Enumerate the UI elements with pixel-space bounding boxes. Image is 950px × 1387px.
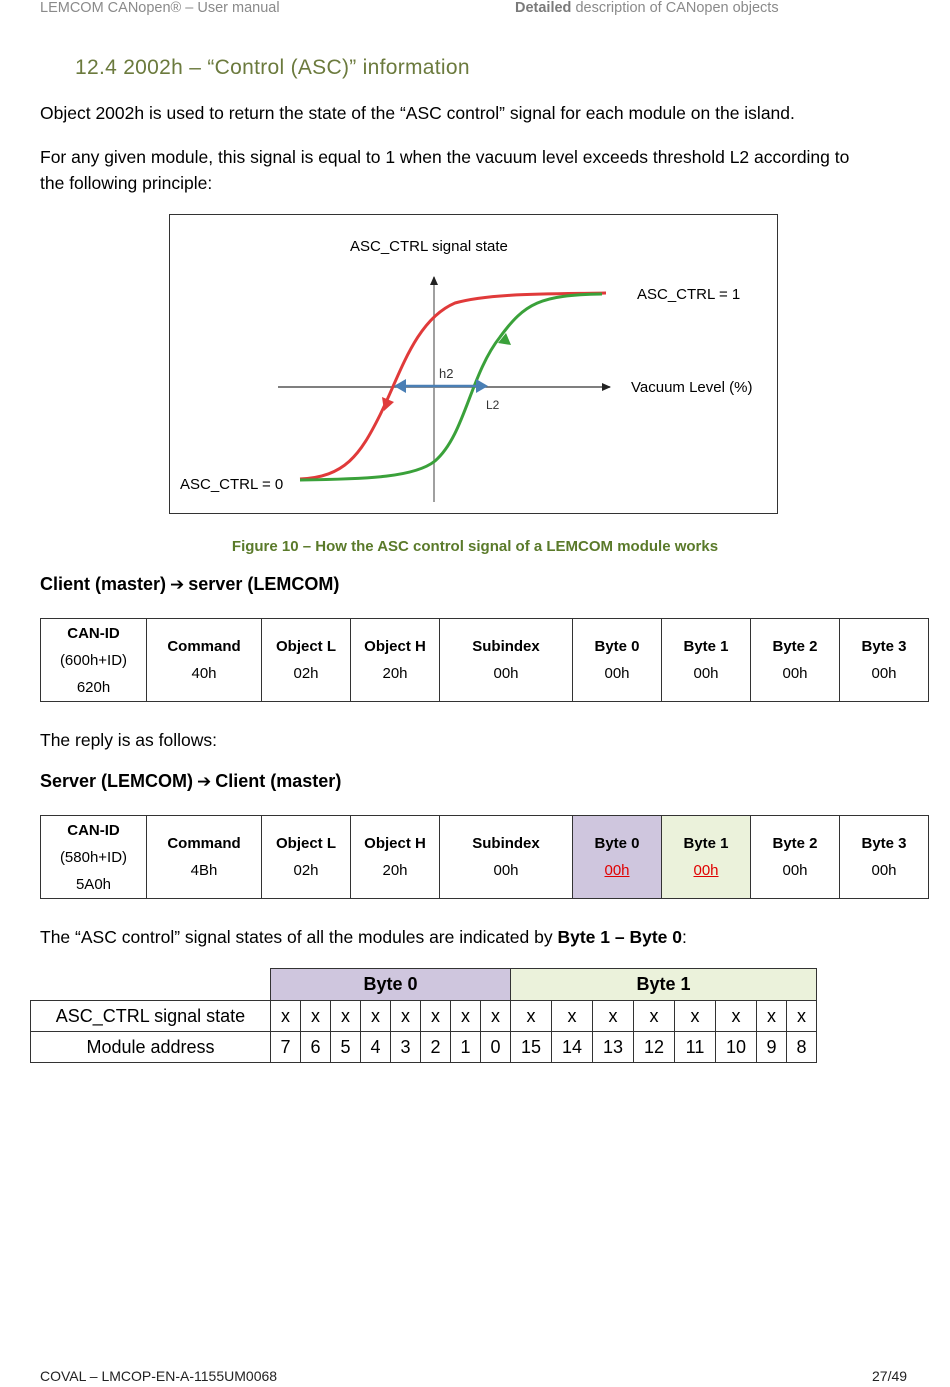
reply-byte2-cell bbox=[751, 816, 840, 899]
signal-state-cell: x bbox=[361, 1001, 391, 1032]
request-heading-right: server (LEMCOM) bbox=[188, 574, 340, 594]
request-byte1-cell bbox=[662, 619, 751, 702]
request-byte1-header: Byte 1 bbox=[683, 638, 729, 655]
bits-intro-post: : bbox=[682, 927, 687, 947]
signal-state-cell: x bbox=[675, 1001, 716, 1032]
reply-canid-cell bbox=[41, 816, 147, 899]
module-address-cell: 1 bbox=[451, 1032, 481, 1063]
signal-state-cell: x bbox=[593, 1001, 634, 1032]
figure-caption: Figure 10 – How the ASC control signal of a LEMCOM module works bbox=[231, 538, 719, 555]
signal-state-cell: x bbox=[787, 1001, 817, 1032]
request-objectl-header: Object L bbox=[275, 638, 336, 655]
request-subindex-header: Subindex bbox=[472, 638, 540, 655]
reply-heading bbox=[40, 771, 341, 792]
module-address-cell: 9 bbox=[757, 1032, 787, 1063]
request-byte0-header: Byte 0 bbox=[594, 638, 640, 655]
header-right-bold: Detailed bbox=[515, 0, 572, 16]
reply-command-cell bbox=[147, 816, 262, 899]
module-address-cell: 12 bbox=[634, 1032, 675, 1063]
hysteresis-figure bbox=[169, 214, 778, 514]
module-address-cell: 3 bbox=[391, 1032, 421, 1063]
signal-state-cell: x bbox=[634, 1001, 675, 1032]
reply-byte1-header: Byte 1 bbox=[683, 835, 729, 852]
request-byte3-value: 00h bbox=[871, 665, 897, 682]
reply-byte3-value: 00h bbox=[871, 862, 897, 879]
module-address-cell: 5 bbox=[331, 1032, 361, 1063]
reply-objectl-cell bbox=[262, 816, 351, 899]
signal-state-cell: x bbox=[421, 1001, 451, 1032]
request-canid-cell bbox=[41, 619, 147, 702]
hysteresis-diagram bbox=[170, 215, 776, 512]
reply-heading-left: Server (LEMCOM) bbox=[40, 771, 194, 791]
request-byte3-header: Byte 3 bbox=[861, 638, 907, 655]
request-byte2-cell bbox=[751, 619, 840, 702]
reply-byte0-value: 00h bbox=[604, 862, 630, 879]
reply-byte2-header: Byte 2 bbox=[772, 835, 818, 852]
l2-label: L2 bbox=[486, 398, 500, 412]
signal-state-cell: x bbox=[271, 1001, 301, 1032]
bits-intro-bold: Byte 1 – Byte 0 bbox=[557, 927, 682, 947]
vacuum-level-label: Vacuum Level (%) bbox=[631, 379, 753, 396]
signal-state-cell: x bbox=[451, 1001, 481, 1032]
request-objecth-value: 20h bbox=[382, 665, 408, 682]
request-objecth-header: Object H bbox=[364, 638, 426, 655]
request-frame-table bbox=[40, 618, 929, 702]
bits-intro-pre: The “ASC control” signal states of all the modules are indicated by bbox=[40, 927, 558, 947]
bits-byte1-header: Byte 1 bbox=[511, 969, 817, 1001]
asc-ctrl-zero-label: ASC_CTRL = 0 bbox=[180, 476, 284, 493]
module-address-cell: 7 bbox=[271, 1032, 301, 1063]
signal-state-cell: x bbox=[481, 1001, 511, 1032]
request-byte2-header: Byte 2 bbox=[772, 638, 818, 655]
reply-byte0-cell bbox=[573, 816, 662, 899]
module-address-cell: 13 bbox=[593, 1032, 634, 1063]
module-address-cell: 14 bbox=[552, 1032, 593, 1063]
reply-objecth-header: Object H bbox=[364, 835, 426, 852]
module-address-cell: 8 bbox=[787, 1032, 817, 1063]
reply-objectl-header: Object L bbox=[275, 835, 336, 852]
signal-state-cell: x bbox=[331, 1001, 361, 1032]
reply-subindex-header: Subindex bbox=[472, 835, 540, 852]
asc-ctrl-one-label: ASC_CTRL = 1 bbox=[637, 286, 741, 303]
request-objecth-cell bbox=[351, 619, 440, 702]
request-subindex-cell bbox=[440, 619, 573, 702]
signal-state-cell: x bbox=[552, 1001, 593, 1032]
arrow-icon: ➔ bbox=[170, 575, 185, 594]
reply-objectl-value: 02h bbox=[293, 862, 319, 879]
request-byte2-value: 00h bbox=[782, 665, 808, 682]
header-right-rest: description of CANopen objects bbox=[571, 0, 779, 16]
reply-subindex-value: 00h bbox=[493, 862, 519, 879]
request-byte1-value: 00h bbox=[693, 665, 719, 682]
reply-byte3-cell bbox=[840, 816, 929, 899]
reply-byte1-value: 00h bbox=[693, 862, 719, 879]
reply-canid-value: 5A0h bbox=[75, 875, 112, 893]
h2-arrow-right-head bbox=[476, 379, 488, 393]
module-address-cell: 6 bbox=[301, 1032, 331, 1063]
arrow-icon: ➔ bbox=[197, 772, 212, 791]
request-canid-value: 620h bbox=[76, 678, 111, 696]
request-heading bbox=[40, 574, 339, 595]
request-objectl-cell bbox=[262, 619, 351, 702]
reply-frame-table bbox=[40, 815, 929, 899]
footer-page-number: 27/49 bbox=[872, 1368, 908, 1384]
signal-state-cell: x bbox=[757, 1001, 787, 1032]
request-byte3-cell bbox=[840, 619, 929, 702]
reply-command-header: Command bbox=[167, 835, 241, 852]
module-address-cell: 15 bbox=[511, 1032, 552, 1063]
reply-canid-formula: (580h+ID) bbox=[59, 848, 128, 866]
footer-document-ref: COVAL – LMCOP-EN-A-1155UM0068 bbox=[40, 1368, 278, 1384]
request-command-header: Command bbox=[167, 638, 241, 655]
reply-intro: The reply is as follows: bbox=[40, 730, 218, 750]
reply-subindex-cell bbox=[440, 816, 573, 899]
reply-byte2-value: 00h bbox=[782, 862, 808, 879]
request-objectl-value: 02h bbox=[293, 665, 319, 682]
module-address-cell: 10 bbox=[716, 1032, 757, 1063]
module-address-cell: 11 bbox=[675, 1032, 716, 1063]
signal-state-cell: x bbox=[511, 1001, 552, 1032]
bits-intro bbox=[40, 924, 687, 950]
reply-byte0-header: Byte 0 bbox=[594, 835, 640, 852]
module-bits-table bbox=[30, 968, 817, 1063]
signal-state-label: ASC_CTRL signal state bbox=[350, 238, 508, 255]
request-canid-header: CAN-ID bbox=[67, 624, 120, 642]
intro-paragraph: Object 2002h is used to return the state of the “ASC control” signal for each module on the island. bbox=[40, 103, 795, 123]
bits-corner bbox=[31, 969, 271, 1001]
module-address-row-label: Module address bbox=[31, 1032, 271, 1063]
h2-label: h2 bbox=[439, 366, 454, 381]
reply-byte3-header: Byte 3 bbox=[861, 835, 907, 852]
signal-state-cell: x bbox=[716, 1001, 757, 1032]
header-right bbox=[515, 0, 779, 16]
request-heading-left: Client (master) bbox=[40, 574, 167, 594]
module-address-cell: 2 bbox=[421, 1032, 451, 1063]
reply-canid-header: CAN-ID bbox=[67, 821, 120, 839]
request-command-cell bbox=[147, 619, 262, 702]
signal-state-cell: x bbox=[391, 1001, 421, 1032]
section-title: 12.4 2002h – “Control (ASC)” information bbox=[75, 56, 470, 79]
reply-command-value: 4Bh bbox=[190, 862, 218, 879]
request-command-value: 40h bbox=[191, 665, 217, 682]
request-subindex-value: 00h bbox=[493, 665, 519, 682]
reply-heading-right: Client (master) bbox=[215, 771, 342, 791]
signal-state-cell: x bbox=[301, 1001, 331, 1032]
reply-byte1-cell bbox=[662, 816, 751, 899]
module-address-cell: 4 bbox=[361, 1032, 391, 1063]
request-byte0-value: 00h bbox=[604, 665, 630, 682]
principle-paragraph: For any given module, this signal is equal to 1 when the vacuum level exceeds threshold L2 according to the following principle: bbox=[40, 147, 850, 193]
header-left: LEMCOM CANopen® – User manual bbox=[40, 0, 280, 16]
module-address-cell: 0 bbox=[481, 1032, 511, 1063]
bits-byte0-header: Byte 0 bbox=[271, 969, 511, 1001]
signal-state-row-label: ASC_CTRL signal state bbox=[31, 1001, 271, 1032]
request-canid-formula: (600h+ID) bbox=[59, 651, 128, 669]
reply-objecth-cell bbox=[351, 816, 440, 899]
reply-objecth-value: 20h bbox=[382, 862, 408, 879]
request-byte0-cell bbox=[573, 619, 662, 702]
